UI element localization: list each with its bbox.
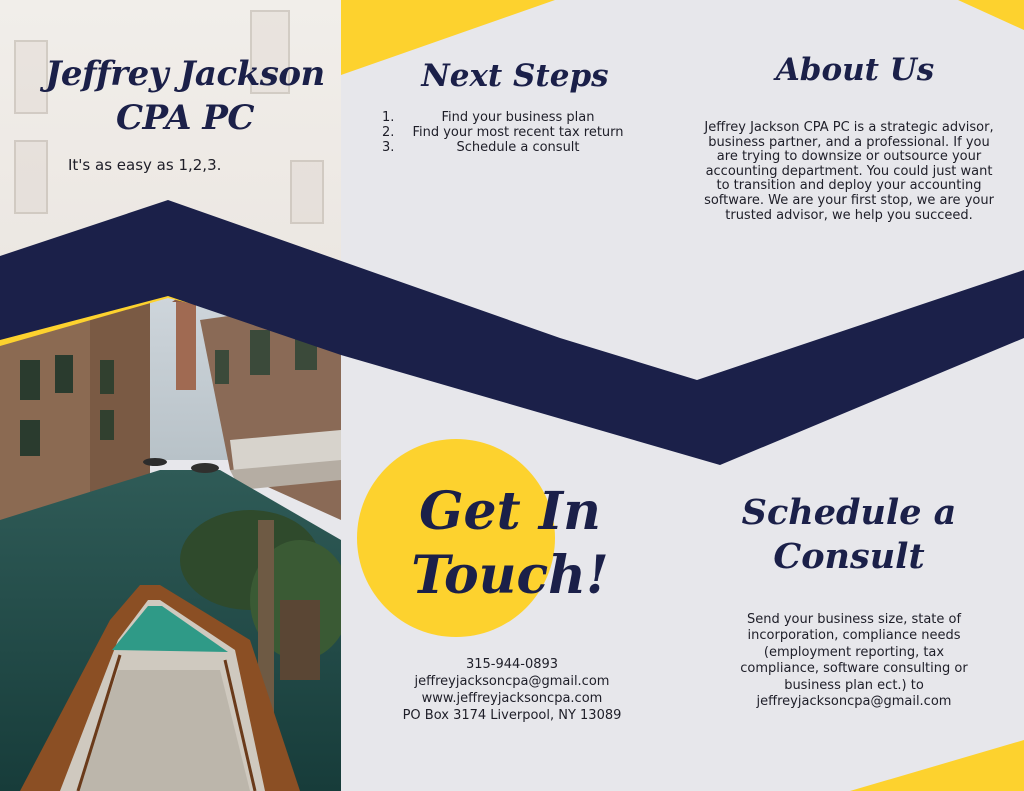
list-item xyxy=(378,125,658,140)
contact-phone: 315-944-0893 xyxy=(465,657,559,672)
contact-website: www.jeffreyjacksoncpa.com xyxy=(421,691,603,706)
consult-title xyxy=(733,491,965,579)
list-item-text: Find your business plan xyxy=(441,110,595,125)
bottom-right-yellow-corner xyxy=(850,740,1024,791)
list-item-number: 1. xyxy=(382,110,395,125)
list-item-number: 3. xyxy=(382,140,395,155)
consult-title-line1: Schedule a xyxy=(741,492,957,533)
about-body: Jeffrey Jackson CPA PC is a strategic advisor, business partner, and a professional. If you are trying to downsize or outsource your accounting department. You could just want to transition and deploy your accounting software. We are your first stop, we are your trusted advisor, we help you succeed. xyxy=(704,120,994,223)
contact-address: PO Box 3174 Liverpool, NY 13089 xyxy=(402,708,622,723)
next-steps-list xyxy=(378,110,658,155)
list-item-text: Schedule a consult xyxy=(456,140,580,155)
brand-tagline: It's as easy as 1,2,3. xyxy=(68,156,222,174)
next-steps-title: Next Steps xyxy=(421,58,609,94)
about-title: About Us xyxy=(775,52,935,88)
navy-chevron-band xyxy=(0,200,1024,465)
consult-body: Send your business size, state of incorporation, compliance needs (employment reporting, tax compliance, software consulting or business plan ect.) to jeffreyjacksoncpa@gmail.com xyxy=(740,612,968,710)
brand-title-line2: CPA PC xyxy=(116,98,254,138)
contact-block xyxy=(382,656,642,724)
get-in-touch-line1: Get In xyxy=(419,481,601,542)
get-in-touch-title xyxy=(405,480,615,608)
brand-title-line1: Jeffrey Jackson xyxy=(45,54,325,94)
list-item-number: 2. xyxy=(382,125,395,140)
get-in-touch-line2: Touch! xyxy=(411,545,609,606)
list-item-text: Find your most recent tax return xyxy=(412,125,624,140)
brand-title xyxy=(20,52,350,140)
contact-email: jeffreyjacksoncpa@gmail.com xyxy=(414,674,610,689)
list-item xyxy=(378,110,658,125)
list-item xyxy=(378,140,658,155)
consult-title-line2: Consult xyxy=(773,536,925,577)
top-right-yellow-corner xyxy=(958,0,1024,30)
